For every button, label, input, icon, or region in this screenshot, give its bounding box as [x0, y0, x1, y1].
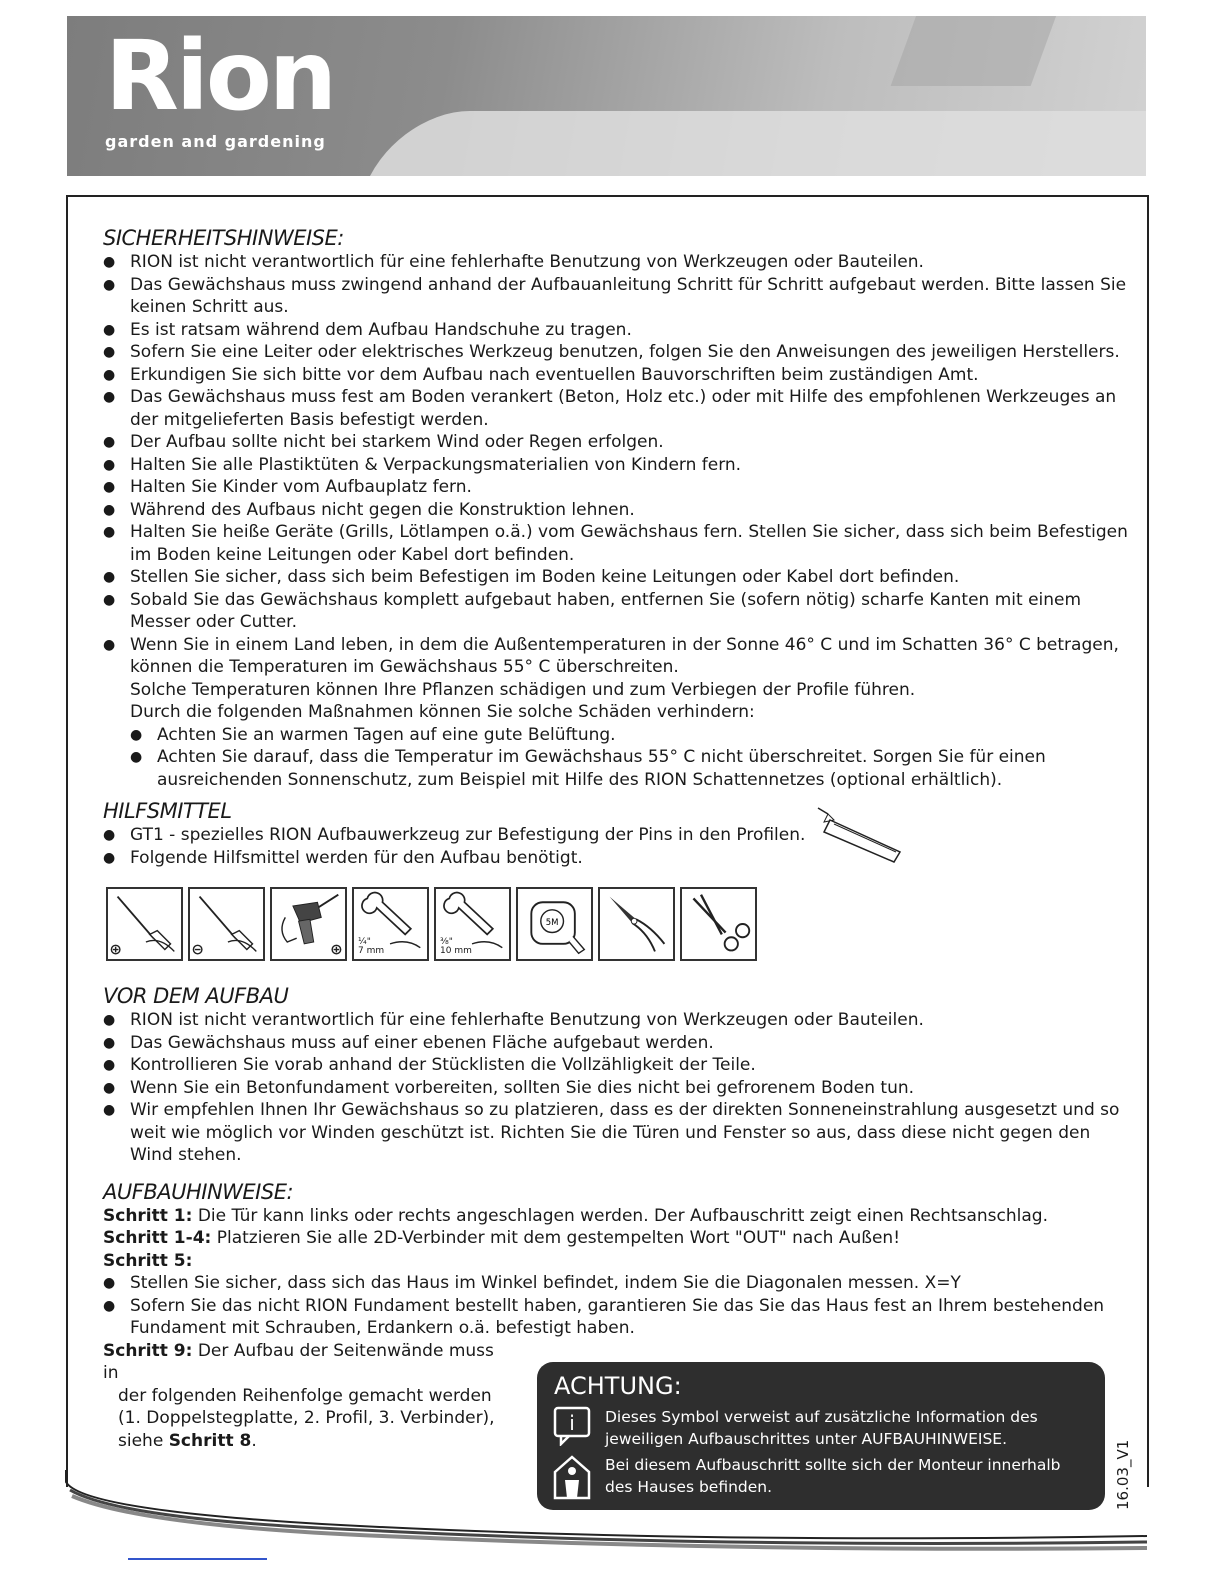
safety-title: SICHERHEITSHINWEISE: — [103, 226, 344, 250]
list-item: ● Das Gewächshaus muss zwingend anhand der Aufbauanleitung Schritt für Schritt aufgebaut werden. Bitte lassen Sie keinen Schritt aus. — [103, 274, 1133, 319]
flat-screwdriver-icon — [188, 887, 265, 961]
list-item: ● Der Aufbau sollte nicht bei starkem Wind oder Regen erfolgen. — [103, 431, 1133, 454]
brand-tagline: garden and gardening — [105, 132, 326, 151]
header-decoration — [891, 16, 1064, 86]
list-item: ● Es ist ratsam während dem Aufbau Handschuhe zu tragen. — [103, 319, 1133, 342]
brand-logo: Rion — [105, 20, 335, 132]
before-title: VOR DEM AUFBAU — [103, 984, 289, 1008]
list-item: ● GT1 - spezielles RION Aufbauwerkzeug zur Befestigung der Pins in den Profilen. — [103, 824, 1133, 847]
step-5-list — [103, 1272, 1133, 1340]
list-item: ● Kontrollieren Sie vorab anhand der Stücklisten die Vollzähligkeit der Teile. — [103, 1054, 1133, 1077]
pliers-icon — [598, 887, 675, 961]
document-body — [103, 225, 1133, 1452]
gt1-tool-icon — [814, 806, 906, 868]
step-9: Schritt 9: Der Aufbau der Seitenwände muss in der folgenden Reihenfolge gemacht werden (1. Doppelstegplatte, 2. Profil, 3. Verbinder), siehe Schritt 8. — [103, 1340, 495, 1451]
step-1: Schritt 1: Die Tür kann links oder rechts angeschlagen werden. Der Aufbauschritt zeigt einen Rechtsanschlag. — [103, 1205, 1048, 1226]
list-item: ● Wenn Sie ein Betonfundament vorbereiten, sollten Sie dies nicht bei gefrorenem Boden tun. — [103, 1077, 1133, 1100]
achtung-house-text: Bei diesem Aufbauschritt sollte sich der Monteur innerhalb des Hauses befinden. — [605, 1456, 1061, 1496]
step-5: Schritt 5: — [103, 1250, 193, 1271]
list-item: ● Halten Sie heiße Geräte (Grills, Lötlampen o.ä.) vom Gewächshaus fern. Stellen Sie sicher, dass sich beim Befestigen im Boden keine Leitungen oder Kabel dort befinden. — [103, 521, 1133, 566]
list-item: ● Erkundigen Sie sich bitte vor dem Aufbau nach eventuellen Bauvorschriften beim zuständigen Amt. — [103, 364, 1133, 387]
header-banner — [67, 16, 1146, 176]
safety-sublist — [103, 724, 1133, 792]
wrench-7mm-icon — [352, 887, 429, 961]
list-item: ● Wenn Sie in einem Land leben, in dem die Außentemperaturen in der Sonne 46° C und im Schatten 36° C betragen, können die Temperaturen im Gewächshaus 55° C überschreiten. — [103, 634, 1133, 679]
tape-measure-label: 5M — [545, 917, 559, 928]
list-item: ● Sofern Sie eine Leiter oder elektrisches Werkzeug benutzen, folgen Sie den Anweisungen des jeweiligen Herstellers. — [103, 341, 1133, 364]
step-1-4: Schritt 1-4: Platzieren Sie alle 2D-Verbinder mit dem gestempelten Wort "OUT" nach Außen! — [103, 1228, 901, 1248]
achtung-info-row — [553, 1406, 1085, 1450]
assembly-title: AUFBAUHINWEISE: — [103, 1179, 294, 1204]
list-item: ● Sobald Sie das Gewächshaus komplett aufgebaut haben, entfernen Sie (sofern nötig) scharfe Kanten mit einem Messer oder Cutter. — [103, 589, 1133, 634]
list-item: ● Das Gewächshaus muss auf einer ebenen Fläche aufgebaut werden. — [103, 1032, 1133, 1055]
page-bottom-curve — [62, 1470, 1152, 1560]
tape-measure-icon — [516, 887, 593, 961]
list-item: ● Halten Sie Kinder vom Aufbauplatz fern. — [103, 476, 1133, 499]
list-item: ● RION ist nicht verantwortlich für eine fehlerhafte Benutzung von Werkzeugen oder Bauteilen. — [103, 251, 1133, 274]
wrench-mm-label: 7 mm — [358, 946, 385, 956]
list-item: ● Halten Sie alle Plastiktüten & Verpackungsmaterialien von Kindern fern. — [103, 454, 1133, 477]
phillips-screwdriver-icon — [106, 887, 183, 961]
version-label: 16.03_V1 — [1114, 1439, 1132, 1510]
before-list — [103, 1009, 1133, 1167]
wrench-10mm-icon — [434, 887, 511, 961]
list-item: ● Achten Sie an warmen Tagen auf eine gute Belüftung. — [130, 724, 1133, 747]
list-item: ● Stellen Sie sicher, dass sich beim Befestigen im Boden keine Leitungen oder Kabel dort befinden. — [103, 566, 1133, 589]
wrench-mm-label: 10 mm — [440, 946, 472, 956]
wrench-size-label: ⅜" — [440, 937, 453, 947]
list-item: ● Sofern Sie das nicht RION Fundament bestellt haben, garantieren Sie das Sie das Haus fest an Ihrem bestehenden Fundament mit Schrauben, Erdankern o.ä. befestigt haben. — [103, 1295, 1133, 1340]
list-item: ● Wir empfehlen Ihnen Ihr Gewächshaus so zu platzieren, dass es der direkten Sonneneinstrahlung ausgesetzt und so weit wie möglich vor Winden geschützt ist. Richten Sie die Türen und Fenster so aus, dass diese nicht gegen den Wind stehen. — [103, 1099, 1133, 1167]
safety-list — [103, 251, 1133, 679]
list-item: ● RION ist nicht verantwortlich für eine fehlerhafte Benutzung von Werkzeugen oder Bauteilen. — [103, 1009, 1133, 1032]
safety-paragraph: Solche Temperaturen können Ihre Pflanzen schädigen und zum Verbiegen der Profile führen. — [130, 679, 916, 700]
scissors-icon — [680, 887, 757, 961]
tool-icons — [106, 887, 1133, 961]
info-icon — [553, 1406, 591, 1446]
tools-title: HILFSMITTEL — [103, 799, 232, 823]
list-item: ● Während des Aufbaus nicht gegen die Konstruktion lehnen. — [103, 499, 1133, 522]
svg-text:i: i — [569, 1411, 575, 1435]
achtung-title: ACHTUNG: — [554, 1372, 682, 1400]
drill-icon — [270, 887, 347, 961]
tools-list — [103, 824, 1133, 869]
safety-paragraph: Durch die folgenden Maßnahmen können Sie solche Schäden verhindern: — [130, 702, 755, 722]
wrench-size-label: ¼" — [358, 937, 371, 947]
footer-link-underline — [128, 1558, 267, 1560]
list-item: ● Achten Sie darauf, dass die Temperatur im Gewächshaus 55° C nicht überschreitet. Sorgen Sie für einen ausreichenden Sonnenschutz, zum Beispiel mit Hilfe des RION Schattennetzes (optional erhältlich). — [130, 746, 1133, 791]
header-decoration — [344, 111, 1146, 176]
list-item: ● Stellen Sie sicher, dass sich das Haus im Winkel befindet, indem Sie die Diagonalen messen. X=Y — [103, 1272, 1133, 1295]
list-item: ● Folgende Hilfsmittel werden für den Aufbau benötigt. — [103, 847, 1133, 870]
achtung-info-text: Dieses Symbol verweist auf zusätzliche Information des jeweiligen Aufbauschrittes unter AUFBAUHINWEISE. — [605, 1408, 1038, 1448]
list-item: ● Das Gewächshaus muss fest am Boden verankert (Beton, Holz etc.) oder mit Hilfe des empfohlenen Werkzeuges an der mitgelieferten Basis befestigt werden. — [103, 386, 1133, 431]
